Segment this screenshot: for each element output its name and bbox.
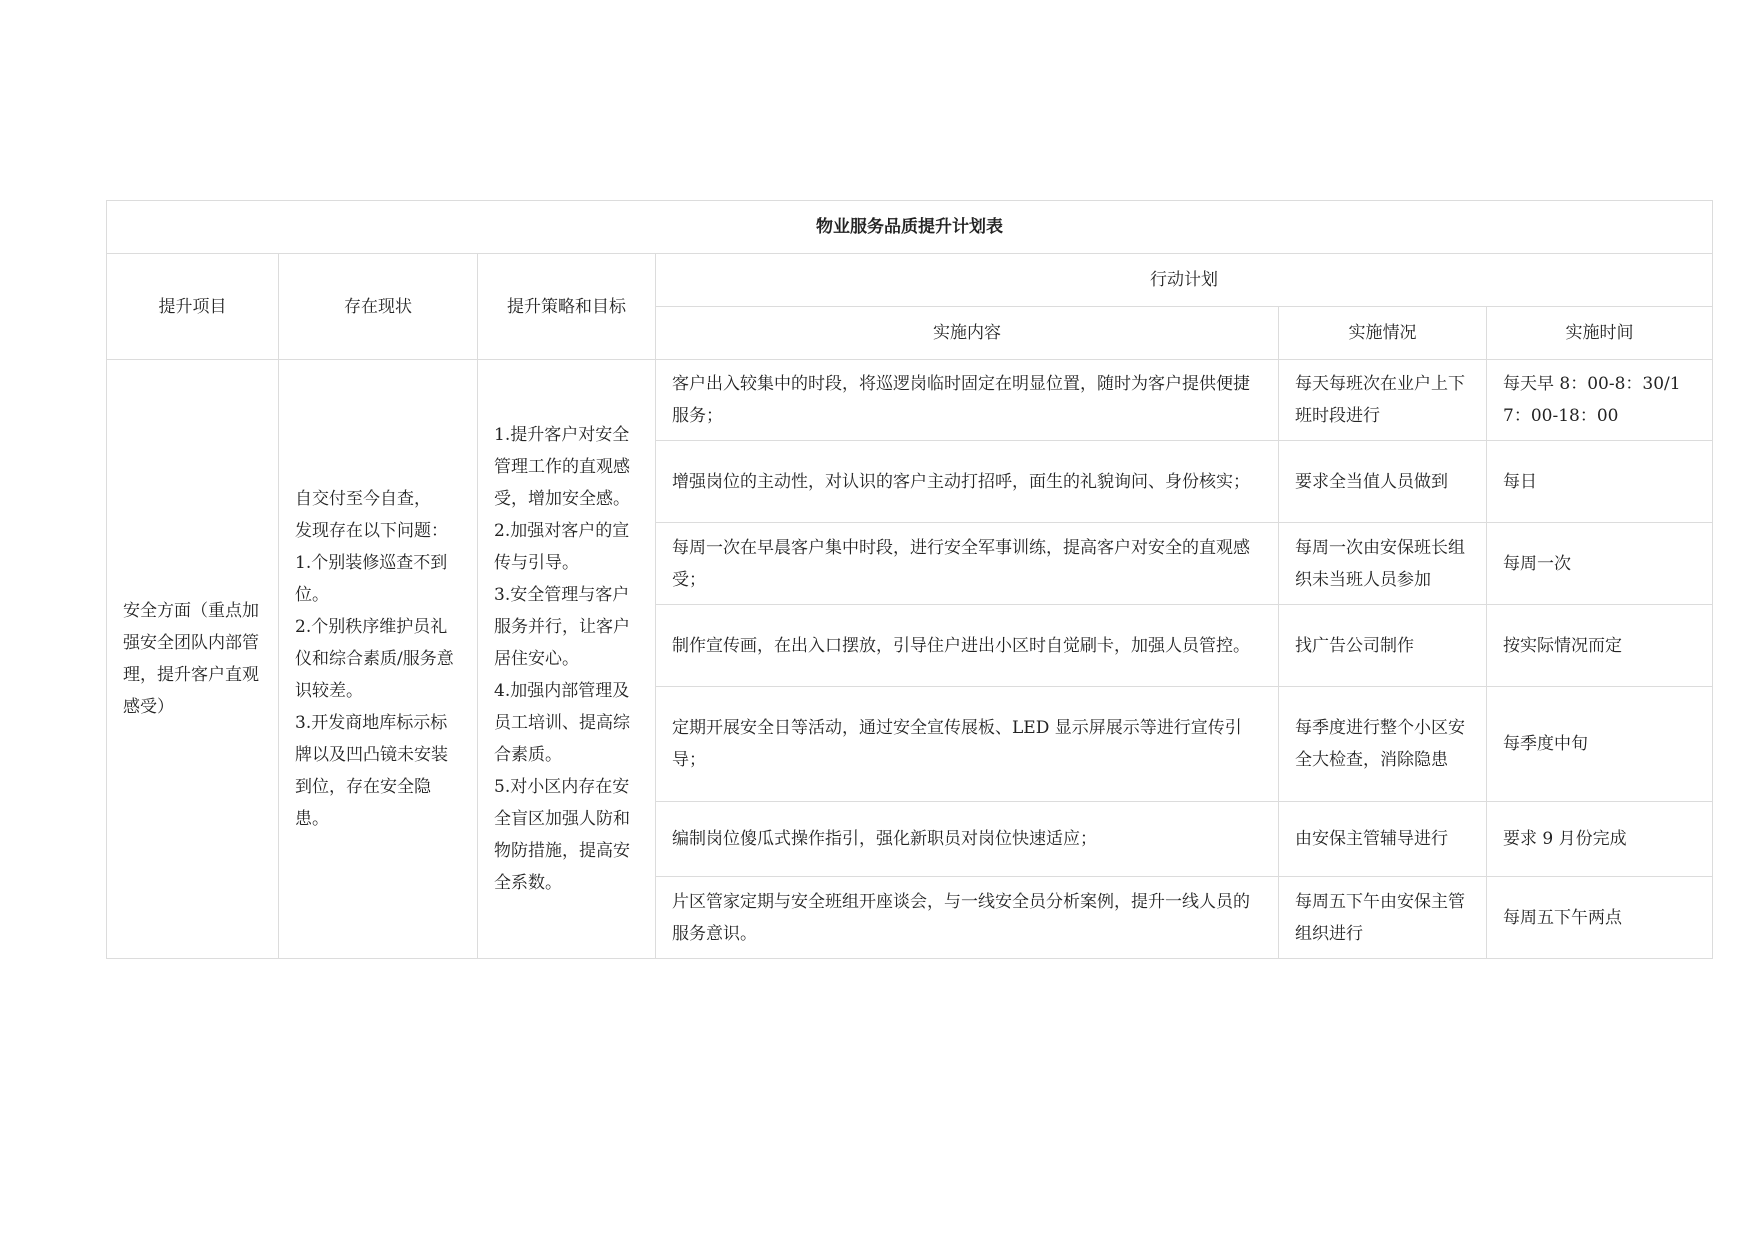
time-cell: 每季度中旬 [1487,687,1713,802]
content-cell: 片区管家定期与安全班组开座谈会，与一线安全员分析案例，提升一线人员的服务意识。 [656,877,1279,959]
strategy-line: 5.对小区内存在安全盲区加强人防和物防措施，提高安全系数。 [494,777,630,893]
status-cell [279,360,478,959]
status-line: 3.开发商地库标示标牌以及凹凸镜未安装到位，存在安全隐患。 [295,713,448,829]
time-cell: 每周五下午两点 [1487,877,1713,959]
situation-cell: 找广告公司制作 [1279,605,1487,687]
content-cell: 每周一次在早晨客户集中时段，进行安全军事训练，提高客户对安全的直观感受； [656,523,1279,605]
strategy-line: 2.加强对客户的宣传与引导。 [494,521,630,573]
situation-cell: 每周一次由安保班长组织未当班人员参加 [1279,523,1487,605]
time-cell: 按实际情况而定 [1487,605,1713,687]
header-time: 实施时间 [1487,307,1713,360]
content-cell: 定期开展安全日等活动，通过安全宣传展板、LED 显示屏展示等进行宣传引导； [656,687,1279,802]
situation-cell: 每季度进行整个小区安全大检查，消除隐患 [1279,687,1487,802]
status-line: 自交付至今自查， [295,489,431,509]
time-cell: 每天早 8：00-8：30/17：00-18：00 [1487,360,1713,441]
strategy-line: 1.提升客户对安全管理工作的直观感受，增加安全感。 [494,425,630,509]
status-line: 2.个别秩序维护员礼仪和综合素质/服务意识较差。 [295,617,454,701]
content-cell: 增强岗位的主动性，对认识的客户主动打招呼，面生的礼貌询问、身份核实； [656,441,1279,523]
header-status: 存在现状 [279,254,478,360]
header-strategy: 提升策略和目标 [478,254,656,360]
strategy-cell [478,360,656,959]
situation-cell: 每周五下午由安保主管组织进行 [1279,877,1487,959]
header-content: 实施内容 [656,307,1279,360]
strategy-line: 4.加强内部管理及员工培训、提高综合素质。 [494,681,630,765]
situation-cell: 每天每班次在业户上下班时段进行 [1279,360,1487,441]
table-row [107,360,1713,441]
situation-cell: 要求全当值人员做到 [1279,441,1487,523]
time-cell: 要求 9 月份完成 [1487,802,1713,877]
time-cell: 每周一次 [1487,523,1713,605]
strategy-line: 3.安全管理与客户服务并行，让客户居住安心。 [494,585,630,669]
content-cell: 客户出入较集中的时段，将巡逻岗临时固定在明显位置，随时为客户提供便捷服务； [656,360,1279,441]
header-action-plan: 行动计划 [656,254,1713,307]
header-project: 提升项目 [107,254,279,360]
situation-cell: 由安保主管辅导进行 [1279,802,1487,877]
status-line: 1.个别装修巡查不到位。 [295,553,448,605]
content-cell: 制作宣传画，在出入口摆放，引导住户进出小区时自觉刷卡，加强人员管控。 [656,605,1279,687]
time-cell: 每日 [1487,441,1713,523]
status-line: 发现存在以下问题： [295,521,448,541]
content-cell: 编制岗位傻瓜式操作指引，强化新职员对岗位快速适应； [656,802,1279,877]
table-title: 物业服务品质提升计划表 [107,201,1713,254]
project-cell: 安全方面（重点加强安全团队内部管理，提升客户直观感受） [107,360,279,959]
plan-table [106,200,1713,959]
header-situation: 实施情况 [1279,307,1487,360]
